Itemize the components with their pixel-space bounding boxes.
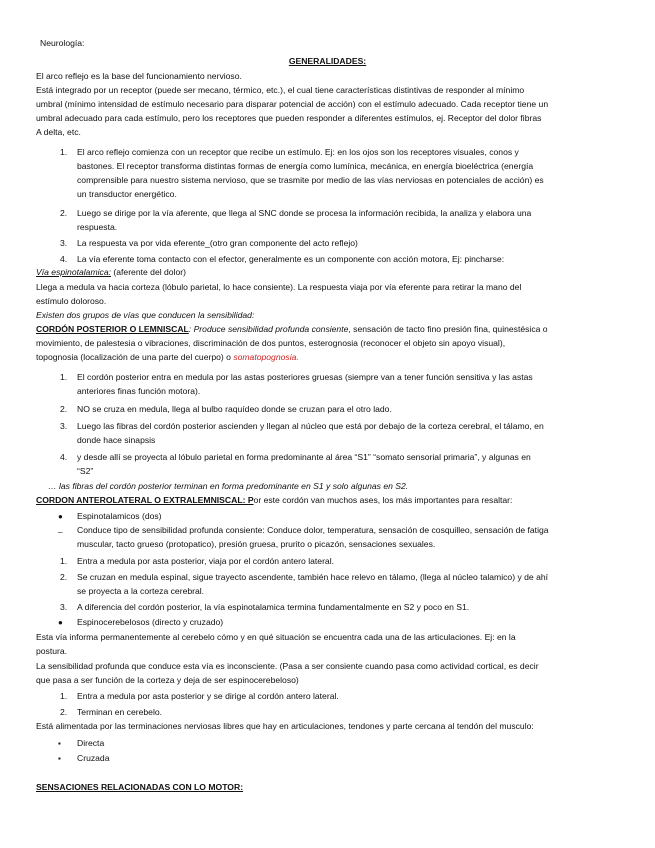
- list-item-text: comprensible para nuestro sistema nervioso, que se trasmite por medio de las vías nerviosas en potenciales de acción) es: [77, 175, 544, 185]
- bullet-marker: _: [58, 524, 63, 533]
- subject-label: Neurología:: [40, 38, 85, 48]
- list-number: 2.: [60, 208, 68, 218]
- espino-heading-line: [36, 266, 186, 279]
- list-item-text: NO se cruza en medula, llega al bulbo raquídeo donde se cruzan para el otro lado.: [77, 404, 392, 414]
- list-number: 4.: [60, 254, 68, 264]
- paragraph-line: Llega a medula va hacia corteza (lóbulo parietal, lo hace consiente). La respuesta viaja por vía eferente para retirar la mano del: [36, 282, 522, 292]
- list-item-text: un transductor energético.: [77, 189, 177, 199]
- list-number: 3.: [60, 421, 68, 431]
- bullet-text: Conduce tipo de sensibilidad profunda consiente: Conduce dolor, temperatura, sensación de cosquilleo, sensación de fatiga: [77, 525, 549, 535]
- list-item-text: respuesta.: [77, 222, 118, 232]
- list-item-text: Terminan en cerebelo.: [77, 707, 163, 717]
- bullet-text: muscular, tacto grueso (protopatico), presión gruesa, prurito o picazón, sensaciones sexuales.: [77, 539, 436, 549]
- cordon-posterior-italic: Produce sensibilidad profunda consiente: [193, 324, 349, 334]
- bullet-text: Directa: [77, 738, 105, 748]
- italic-note: … las fibras del cordón posterior terminan en forma predominante en S1 y solo algunas en S2.: [48, 481, 409, 491]
- list-number: 4.: [60, 452, 68, 462]
- italic-note: Existen dos grupos de vías que conducen la sensibilidad:: [36, 310, 255, 320]
- cordon-posterior-rest: , sensación de tacto fino presión fina, quinestésica o: [348, 324, 548, 334]
- list-item-text: Luego se dirige por la vía aferente, que llega al SNC donde se procesa la información recibida, la analiza y elabora una: [77, 208, 532, 218]
- espino-heading: Vía espinotalamica:: [36, 267, 111, 277]
- list-number: 1.: [60, 372, 68, 382]
- paragraph-line: Esta vía informa permanentemente al cerebelo cómo y en qué situación se encuentra cada una de las articulaciones. Ej: en la: [36, 632, 516, 642]
- footer-heading: SENSACIONES RELACIONADAS CON LO MOTOR:: [36, 782, 244, 792]
- bullet-text: Espinotalamicos (dos): [77, 511, 162, 521]
- intro-line: El arco reflejo es la base del funcionamiento nervioso.: [36, 71, 242, 81]
- list-item-text: Luego las fibras del cordón posterior ascienden y llegan al núcleo que está por debajo de la corteza cerebral, el tálamo, en: [77, 421, 544, 431]
- intro-line: umbral adecuado para cada estímulo, pero los receptores que pueden responder a diferentes estímulos, ej. Receptor del dolor fibras: [36, 113, 542, 123]
- list-item-text: El arco reflejo comienza con un receptor que recibe un estímulo. Ej: en los ojos son los receptores visuales, conos y: [77, 147, 519, 157]
- list-number: 1.: [60, 556, 68, 566]
- paragraph-line: movimiento, de palestesia o vibraciones, discriminación de dos puntos, esterognosia (reconocer el objeto sin apoyo visual),: [36, 338, 506, 348]
- list-item-text: donde hace sinapsis: [77, 435, 156, 445]
- square-bullet-icon: ▪: [58, 739, 61, 748]
- list-item-text: La vía eferente toma contacto con el efector, generalmente es un componente con acción motora, Ej: pincharse:: [77, 254, 505, 264]
- intro-line: umbral (mínimo intensidad de estímulo necesario para disparar potencial de acción) con el estímulo adecuado. Cada receptor tiene un: [36, 99, 549, 109]
- paragraph-line: La sensibilidad profunda que conduce esta vía es inconsciente. (Pasa a ser consiente cuando pasa como actividad cortical, es decir: [36, 661, 539, 671]
- list-number: 2.: [60, 707, 68, 717]
- list-item-text: Se cruzan en medula espinal, sigue trayecto ascendente, también hace relevo en tálamo, (llega al núcleo talamico) y de ahí: [77, 572, 549, 582]
- square-bullet-icon: ▪: [58, 754, 61, 763]
- list-item-text: “S2”: [77, 466, 94, 476]
- bullet-marker: ●: [58, 512, 63, 521]
- paragraph-line: [36, 351, 299, 364]
- intro-line: A delta, etc.: [36, 127, 81, 137]
- list-number: 2.: [60, 404, 68, 414]
- list-number: 3.: [60, 238, 68, 248]
- bullet-text: Cruzada: [77, 753, 110, 763]
- list-number: 1.: [60, 147, 68, 157]
- cordon-posterior-heading: CORDÓN POSTERIOR O LEMNISCAL: [36, 324, 189, 334]
- paragraph-line: Está alimentada por las terminaciones nerviosas libres que hay en articulaciones, tendones y parte cercana al tendón del musculo:: [36, 721, 534, 731]
- list-number: 3.: [60, 602, 68, 612]
- list-item-text: anteriores finas función motora).: [77, 386, 201, 396]
- list-item-text: Entra a medula por asta posterior, viaja por el cordón antero lateral.: [77, 556, 335, 566]
- list-number: 1.: [60, 691, 68, 701]
- list-item-text: se proyecta a la corteza cerebral.: [77, 586, 205, 596]
- bullet-marker: ●: [58, 618, 63, 627]
- espino-heading-rest: (aferente del dolor): [111, 267, 186, 277]
- list-item-text: Entra a medula por asta posterior y se dirige al cordón antero lateral.: [77, 691, 339, 701]
- paragraph-text: topognosia (localización de una parte del cuerpo) o: [36, 352, 234, 362]
- cordon-anterolateral-line: [36, 494, 512, 507]
- page-title: GENERALIDADES:: [288, 56, 367, 66]
- bullet-text: Espinocerebelosos (directo y cruzado): [77, 617, 224, 627]
- list-item-text: bastones. El receptor transforma distintas formas de energía como lumínica, mecánica, en energía bioeléctrica (energía: [77, 161, 534, 171]
- cordon-anterolateral-rest: or este cordón van muchos ases, los más importantes para resaltar:: [253, 495, 513, 505]
- paragraph-line: postura.: [36, 646, 68, 656]
- red-term: somatopognosia.: [233, 352, 299, 362]
- list-item-text: La respuesta va por vida eferente_(otro gran componente del acto reflejo): [77, 238, 358, 248]
- heading-colon: :: [188, 324, 194, 334]
- cordon-anterolateral-heading: CORDON ANTEROLATERAL O EXTRALEMNISCAL: P: [36, 495, 254, 505]
- paragraph-line: estímulo doloroso.: [36, 296, 107, 306]
- paragraph-line: que pasa a ser función de la corteza y deja de ser espinocerebeloso): [36, 675, 299, 685]
- list-number: 2.: [60, 572, 68, 582]
- list-item-text: El cordón posterior entra en medula por las astas posteriores gruesas (siempre van a tener función sensitiva y las astas: [77, 372, 533, 382]
- list-item-text: y desde allí se proyecta al lóbulo parietal en forma predominante al área “S1” “somato sensorial primaria”, y algunas en: [77, 452, 531, 462]
- intro-line: Está integrado por un receptor (puede ser mecano, térmico, etc.), el cual tiene características distintivas de responder al mínimo: [36, 85, 525, 95]
- cordon-posterior-line: [36, 323, 548, 336]
- list-item-text: A diferencia del cordón posterior, la vía espinotalamica termina fundamentalmente en S2 y poco en S1.: [77, 602, 470, 612]
